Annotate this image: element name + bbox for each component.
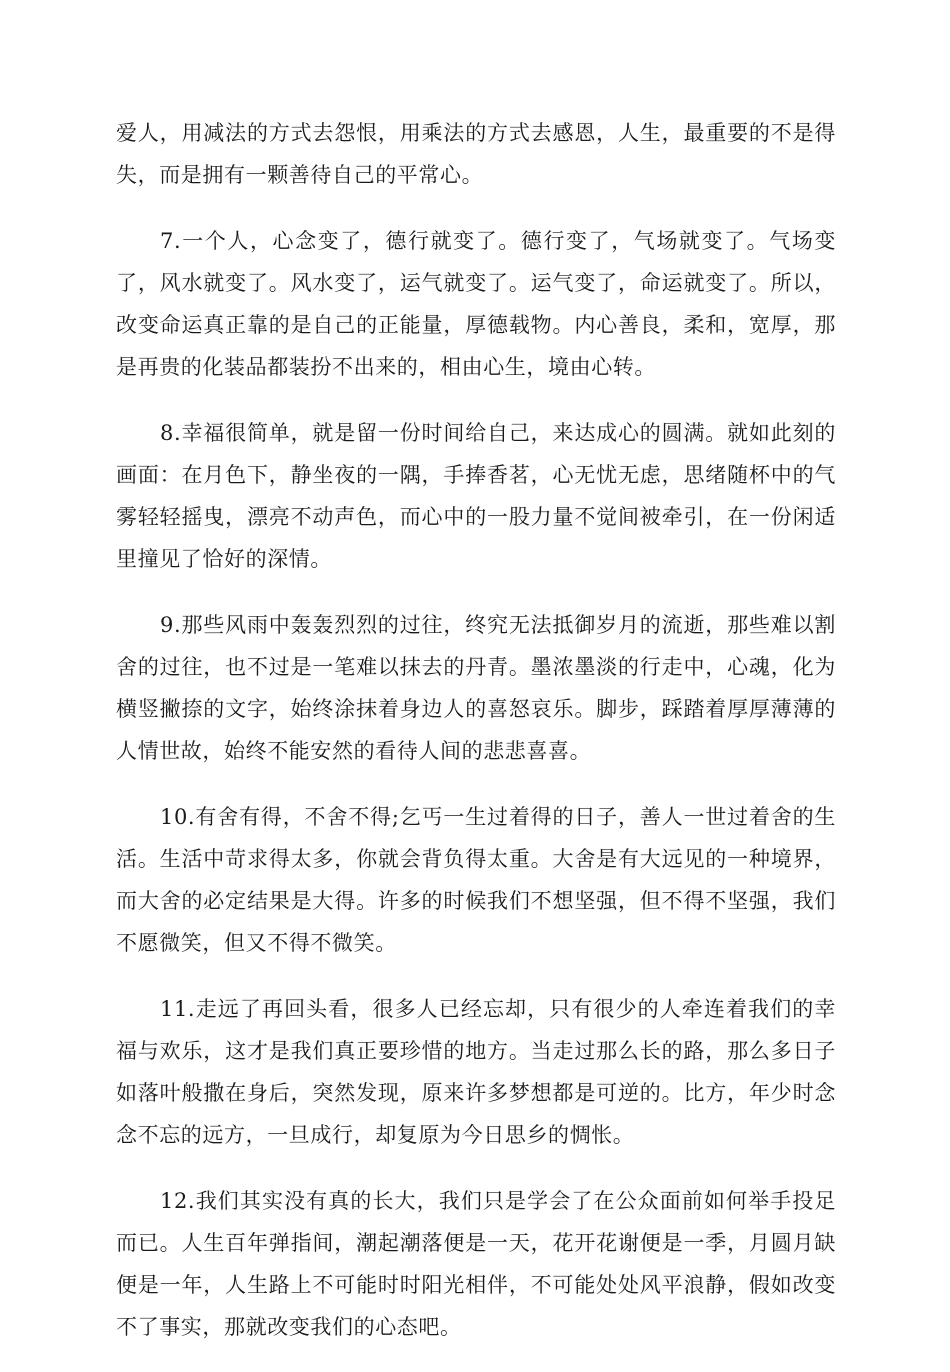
paragraph-item-10: 10.有舍有得，不舍不得;乞丐一生过着得的日子，善人一世过着舍的生活。生活中苛求得太多，你就会背负得太重。大舍是有大远见的一种境界，而大舍的必定结果是大得。许多的时候我们不想坚强，但不得不坚强，我们不愿微笑，但又不得不微笑。 xyxy=(116,805,836,955)
paragraph-item-12: 12.我们其实没有真的长大，我们只是学会了在公众面前如何举手投足而已。人生百年弹指间，潮起潮落便是一天，花开花谢便是一季，月圆月缺便是一年，人生路上不可能时时阳光相伴，不可能处处风平浪静，假如改变不了事实，那就改变我们的心态吧。 xyxy=(116,1189,836,1339)
document-body xyxy=(116,112,836,1372)
paragraph-continuation: 爱人，用减法的方式去怨恨，用乘法的方式去感恩，人生，最重要的不是得失，而是拥有一颗善待自己的平常心。 xyxy=(116,121,836,187)
paragraph-item-7: 7.一个人，心念变了，德行就变了。德行变了，气场就变了。气场变了，风水就变了。风水变了，运气就变了。运气变了，命运就变了。所以，改变命运真正靠的是自己的正能量，厚德载物。内心善良，柔和，宽厚，那是再贵的化装品都装扮不出来的，相由心生，境由心转。 xyxy=(116,229,836,379)
paragraph-item-11: 11.走远了再回头看，很多人已经忘却，只有很少的人牵连着我们的幸福与欢乐，这才是我们真正要珍惜的地方。当走过那么长的路，那么多日子如落叶般撒在身后，突然发现，原来许多梦想都是可逆的。比方，年少时念念不忘的远方，一旦成行，却复原为今日思乡的惆怅。 xyxy=(116,997,836,1147)
paragraph-item-9: 9.那些风雨中轰轰烈烈的过往，终究无法抵御岁月的流逝，那些难以割舍的过往，也不过是一笔难以抹去的丹青。墨浓墨淡的行走中，心魂，化为横竖撇捺的文字，始终涂抹着身边人的喜怒哀乐。脚步，踩踏着厚厚薄薄的人情世故，始终不能安然的看待人间的悲悲喜喜。 xyxy=(116,613,836,763)
paragraph-item-8: 8.幸福很简单，就是留一份时间给自己，来达成心的圆满。就如此刻的画面：在月色下，静坐夜的一隅，手捧香茗，心无忧无虑，思绪随杯中的气雾轻轻摇曳，漂亮不动声色，而心中的一股力量不觉间被牵引，在一份闲适里撞见了恰好的深情。 xyxy=(116,421,836,571)
